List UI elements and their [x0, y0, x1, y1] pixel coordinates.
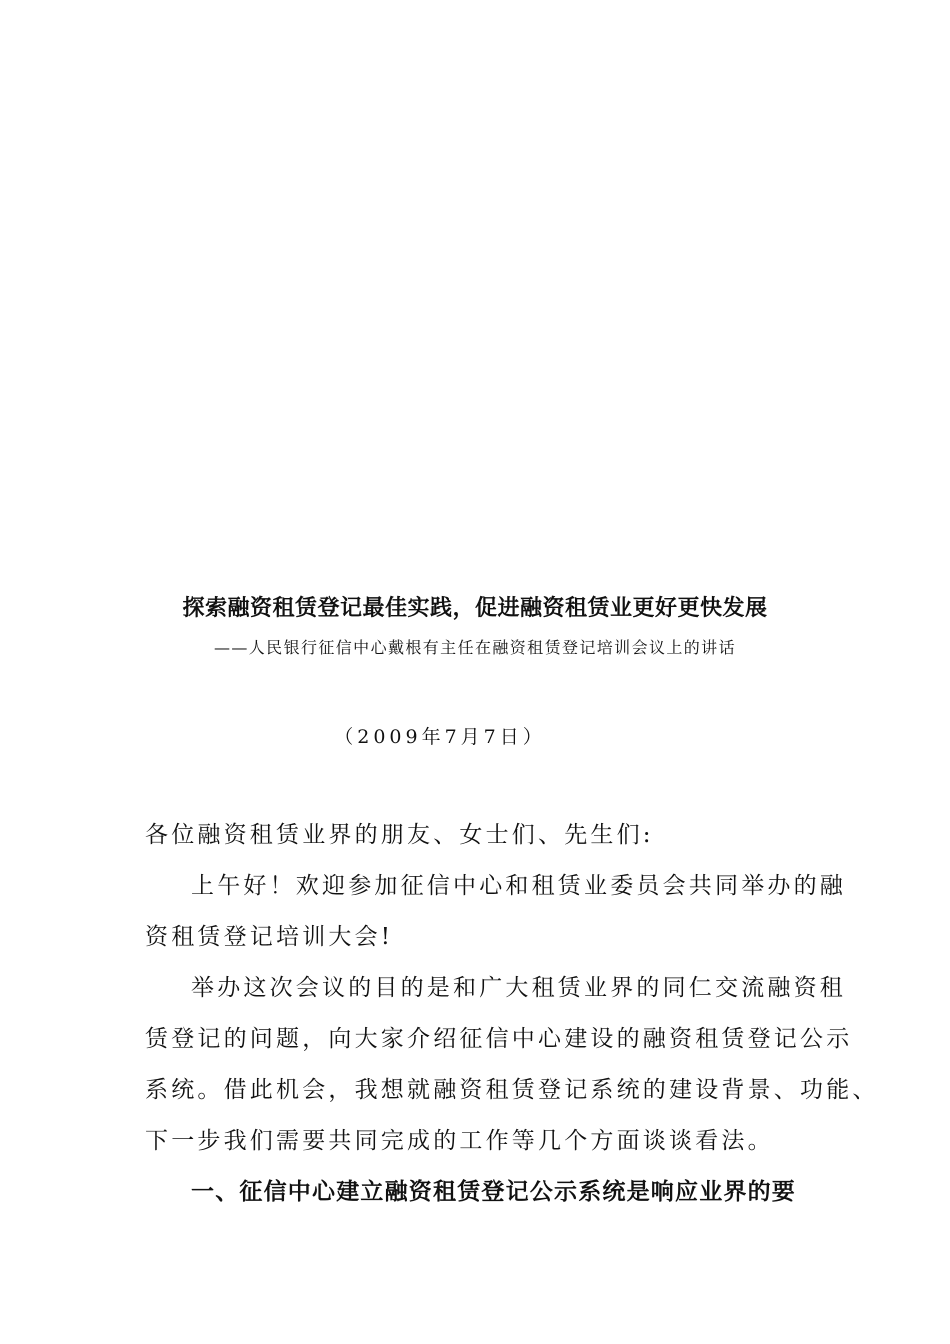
speech-body	[145, 810, 879, 1218]
paragraph-line: 赁登记的问题，向大家介绍征信中心建设的融资租赁登记公示	[145, 1026, 853, 1052]
paragraph-line: 上午好！欢迎参加征信中心和租赁业委员会共同举办的融	[191, 873, 846, 899]
paragraph-line: 举办这次会议的目的是和广大租赁业界的同仁交流融资租	[191, 975, 846, 1001]
paragraph-line: 下一步我们需要共同完成的工作等几个方面谈谈看法。	[145, 1128, 774, 1154]
salutation: 各位融资租赁业界的朋友、女士们、先生们:	[145, 822, 654, 848]
paragraph-line: 系统。借此机会，我想就融资租赁登记系统的建设背景、功能、	[145, 1077, 879, 1103]
document-title: 探索融资租赁登记最佳实践，促进融资租赁业更好更快发展	[182, 596, 768, 621]
paragraph-line: 资租赁登记培训大会!	[145, 924, 394, 950]
section-heading: 一、征信中心建立融资租赁登记公示系统是响应业界的要	[191, 1179, 796, 1205]
speech-date: （2009年7月7日）	[334, 726, 546, 748]
document-subtitle: ——人民银行征信中心戴根有主任在融资租赁登记培训会议上的讲话	[213, 638, 736, 657]
